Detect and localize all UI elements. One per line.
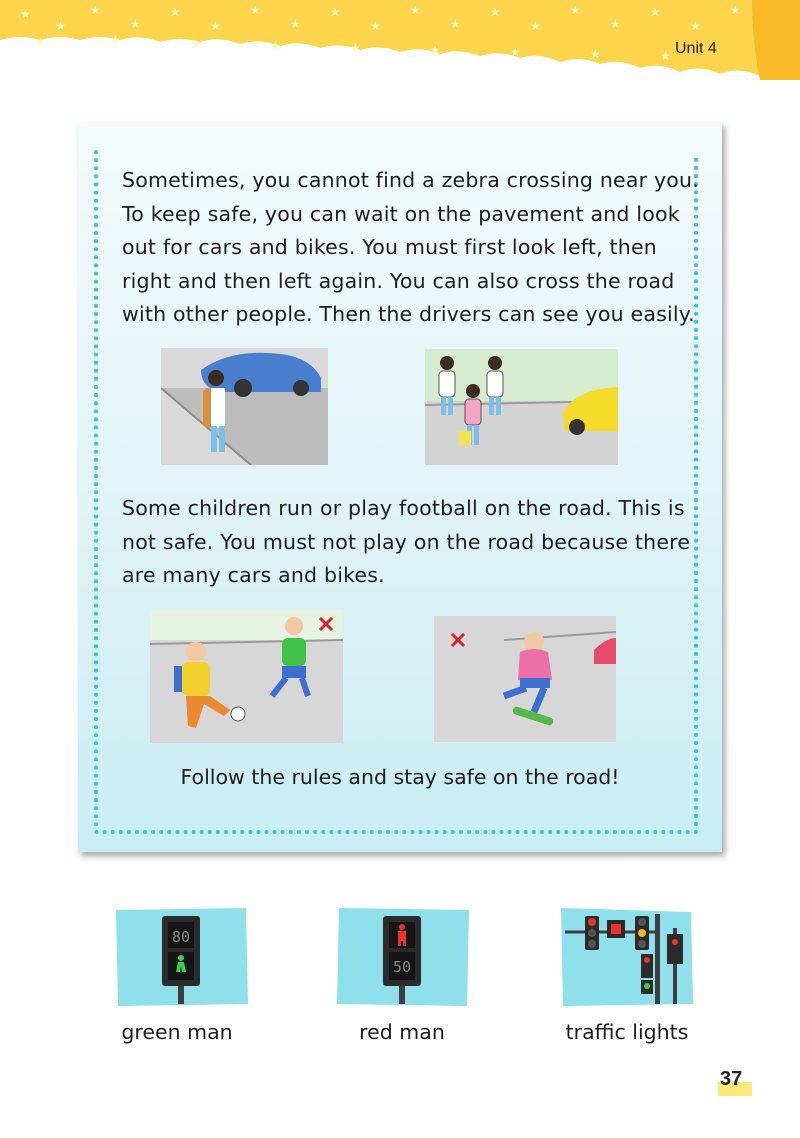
text-line: Some children run or play football on the road. This is [122,496,685,520]
green-man-sign [116,908,248,1010]
text-line: To keep safe, you can wait on the pavement and look [122,201,680,226]
svg-text:★: ★ [370,19,381,33]
countdown-display: 50 [392,958,412,976]
svg-text:★: ★ [490,5,501,19]
traffic-lights-sign [561,908,693,1010]
svg-text:★: ★ [210,19,221,33]
paragraph-zebra-crossing [122,164,699,332]
football-on-road-illustration [150,610,343,743]
svg-text:★: ★ [590,47,601,61]
boy-on-pavement-illustration [161,348,328,465]
text-line: out for cars and bikes. You must first look left, then [122,235,657,259]
text-line: not safe. You must not play on the road because there [122,529,691,554]
svg-text:★: ★ [350,41,361,55]
svg-text:★: ★ [110,33,121,47]
unit-label: Unit 4 [675,40,717,57]
text-line: are many cars and bikes. [122,563,385,587]
svg-text:★: ★ [35,35,46,49]
svg-text:★: ★ [270,39,281,53]
skateboard-on-road-illustration [434,616,616,742]
red-man-sign [337,908,469,1010]
svg-text:★: ★ [690,19,701,33]
svg-text:★: ★ [290,17,301,31]
traffic-lights-label: traffic lights [565,1020,689,1044]
text-line: with other people. Then the drivers can see you easily. [122,302,695,326]
svg-text:★: ★ [170,5,181,19]
svg-text:★: ★ [90,3,101,17]
svg-text:★: ★ [190,37,201,51]
text-line: right and then left again. You can also cross the road [122,268,675,293]
red-man-signal-picture [337,908,469,1006]
svg-text:★: ★ [250,3,261,17]
svg-text:★: ★ [660,49,671,63]
countdown-display: 80 [171,928,191,946]
svg-text:★: ★ [510,45,521,59]
page-number: 37 [720,1068,743,1090]
reading-card [78,122,722,852]
svg-text:★: ★ [55,19,66,33]
red-man-label: red man [359,1020,445,1044]
svg-text:★: ★ [450,17,461,31]
svg-text:★: ★ [20,7,31,21]
svg-text:★: ★ [610,17,621,31]
svg-text:★: ★ [730,3,741,17]
text-line: Sometimes, you cannot find a zebra crossing near you. [122,168,699,192]
svg-text:★: ★ [430,43,441,57]
green-man-signal-picture [116,908,248,1006]
paragraph-no-playing [122,492,690,593]
children-crossing-illustration [425,349,618,465]
svg-text:★: ★ [650,5,661,19]
closing-sentence: Follow the rules and stay safe on the road! [180,765,620,789]
svg-text:★: ★ [570,3,581,17]
svg-text:★: ★ [330,5,341,19]
svg-text:★: ★ [530,19,541,33]
traffic-lights-picture [561,908,693,1006]
green-man-label: green man [121,1020,233,1044]
svg-text:★: ★ [130,17,141,31]
svg-text:★: ★ [410,3,421,17]
